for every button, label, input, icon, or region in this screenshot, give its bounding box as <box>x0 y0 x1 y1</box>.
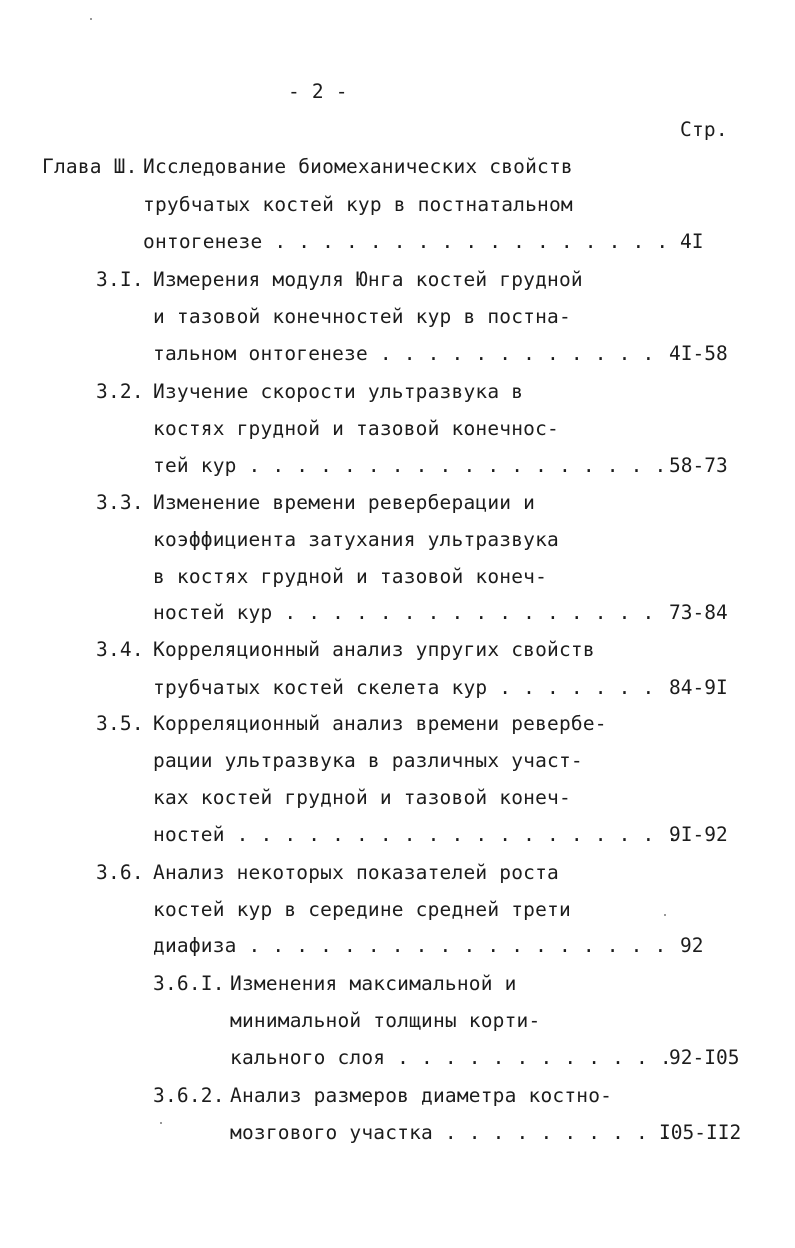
section-line: диафиза . . . . . . . . . . . . . . . . . . <box>153 934 667 957</box>
section-page: 92 <box>680 934 704 957</box>
section-line: тей кур . . . . . . . . . . . . . . . . . . <box>153 454 667 477</box>
section-line: Корреляционный анализ упругих свойств <box>153 638 595 661</box>
section-line: Измерения модуля Юнга костей грудной <box>153 268 583 291</box>
section-number: 3.I. <box>96 268 144 291</box>
chapter-line: трубчатых костей кур в постнатальном <box>143 193 573 216</box>
section-line: Изменение времени реверберации и <box>153 491 536 514</box>
section-line: ностей кур . . . . . . . . . . . . . . . . <box>153 601 655 624</box>
section-number: 3.6. <box>96 861 144 884</box>
section-page: 84-9I <box>669 676 728 699</box>
subsection-line: кального слоя . . . . . . . . . . . . <box>230 1046 672 1069</box>
section-line: костей кур в середине средней трети <box>153 898 571 921</box>
page-number: - 2 - <box>288 80 348 103</box>
section-line: Анализ некоторых показателей роста <box>153 861 559 884</box>
section-number: 3.5. <box>96 712 144 735</box>
chapter-line: онтогенезе . . . . . . . . . . . . . . . . . <box>143 230 669 253</box>
section-line: Изучение скорости ультразвука в <box>153 380 524 403</box>
scan-speck <box>160 1122 162 1124</box>
section-line: в костях грудной и тазовой конеч- <box>153 565 548 588</box>
section-line: Корреляционный анализ времени ревербе- <box>153 712 607 735</box>
section-line: ках костей грудной и тазовой конеч- <box>153 786 571 809</box>
subsection-page: I05-II2 <box>659 1121 742 1144</box>
chapter-line: Исследование биомеханических свойств <box>143 155 573 178</box>
scan-speck <box>90 18 92 20</box>
page-column-header: Стр. <box>680 118 728 141</box>
section-page: 73-84 <box>669 601 728 624</box>
subsection-line: минимальной толщины корти- <box>230 1009 541 1032</box>
subsection-line: Анализ размеров диаметра костно- <box>230 1084 613 1107</box>
subsection-number: 3.6.I. <box>153 972 225 995</box>
section-line: и тазовой конечностей кур в постна- <box>153 305 571 328</box>
subsection-number: 3.6.2. <box>153 1084 225 1107</box>
section-line: ностей . . . . . . . . . . . . . . . . . . . <box>153 823 679 846</box>
scan-speck <box>664 914 666 916</box>
subsection-page: 92-I05 <box>669 1046 740 1069</box>
section-line: костях грудной и тазовой конечнос- <box>153 417 559 440</box>
subsection-line: мозгового участка . . . . . . . . . . <box>230 1121 672 1144</box>
subsection-line: Изменения максимальной и <box>230 972 517 995</box>
section-page: 9I-92 <box>669 823 728 846</box>
chapter-label: Глава Ш. <box>42 155 138 178</box>
section-line: трубчатых костей скелета кур . . . . . . . <box>153 676 655 699</box>
section-page: 4I-58 <box>669 342 728 365</box>
section-line: коэффициента затухания ультразвука <box>153 528 559 551</box>
section-line: рации ультразвука в различных участ- <box>153 749 583 772</box>
section-number: 3.4. <box>96 638 144 661</box>
section-number: 3.2. <box>96 380 144 403</box>
section-number: 3.3. <box>96 491 144 514</box>
section-line: тальном онтогенезе . . . . . . . . . . . . <box>153 342 655 365</box>
section-page: 58-73 <box>669 454 728 477</box>
chapter-page: 4I <box>680 230 704 253</box>
